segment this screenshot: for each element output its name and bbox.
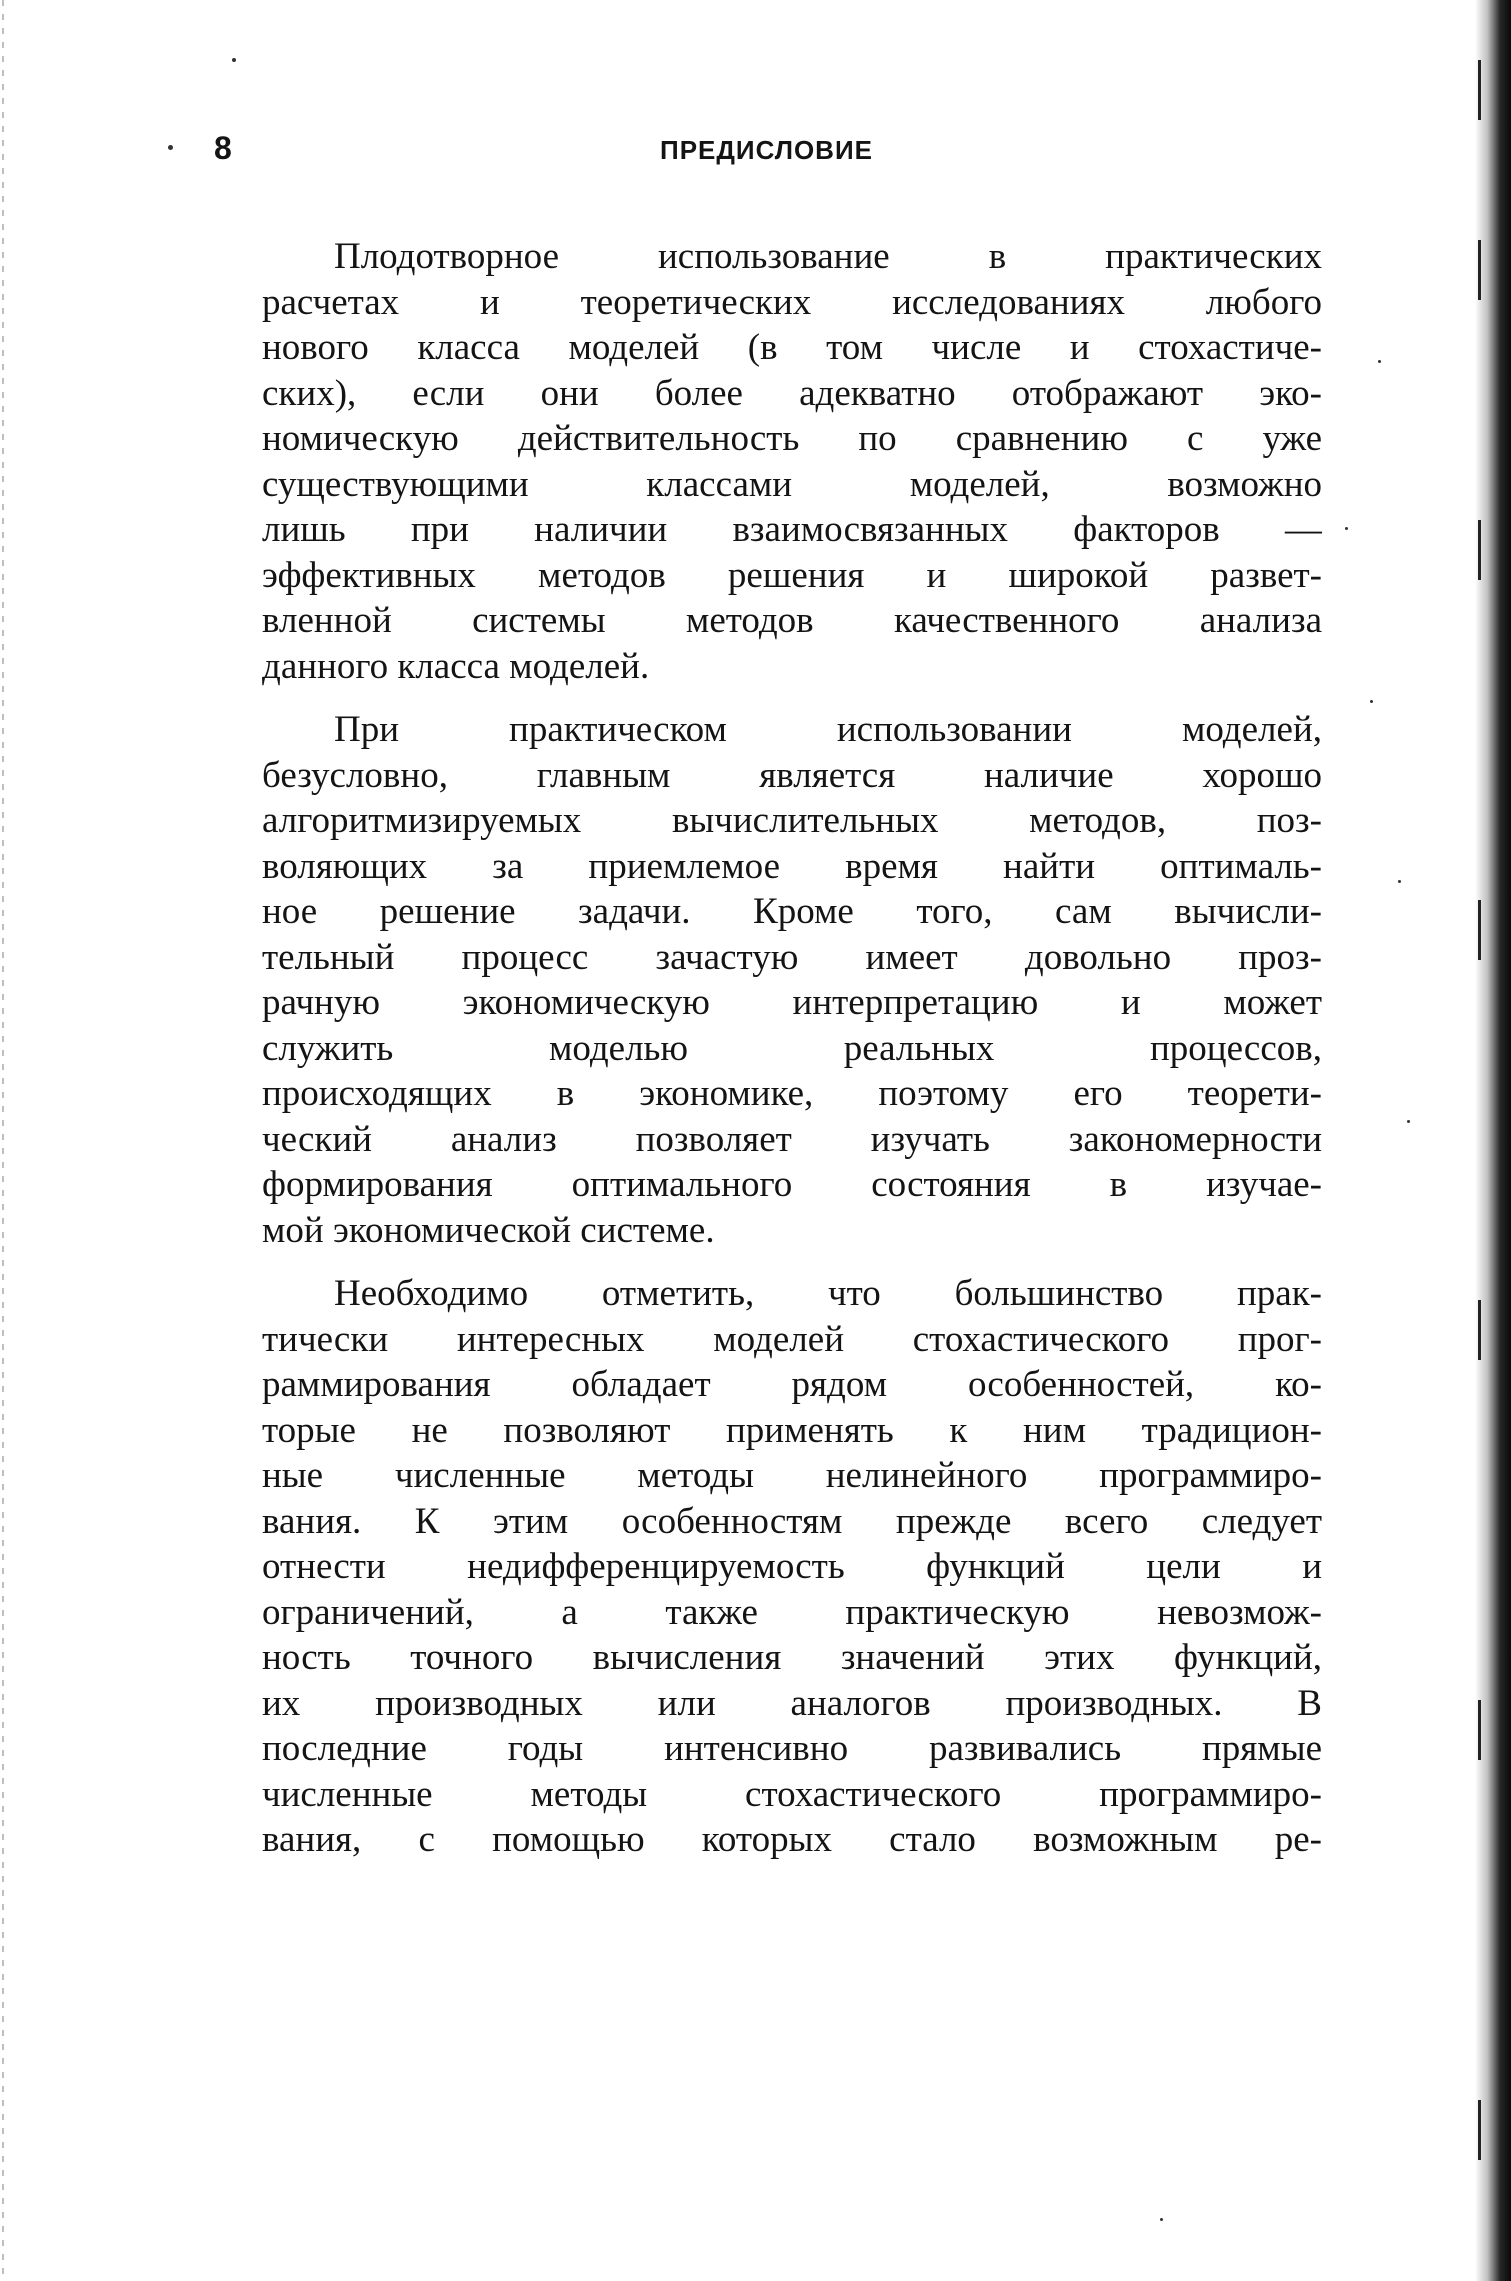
text-line: торые не позволяют применять к ним традицион- (262, 1409, 1322, 1451)
text-line: происходящих в экономике, поэтому его теорети- (262, 1073, 1322, 1114)
text-line: данного класса моделей. (262, 645, 650, 687)
running-head (0, 128, 1511, 168)
chapter-title: ПРЕДИСЛОВИЕ (660, 135, 873, 165)
scan-edge-mark (1478, 900, 1481, 960)
text-line: ограничений, а также практическую невозмож- (262, 1591, 1322, 1633)
text-line: рачную экономическую интерпретацию и может (262, 982, 1322, 1023)
scan-speck (1370, 700, 1373, 703)
scan-speck (1398, 880, 1401, 883)
text-line: ность точного вычисления значений этих функций, (262, 1637, 1322, 1678)
text-line: последние годы интенсивно развивались прямые (262, 1728, 1322, 1769)
text-line: тельный процесс зачастую имеет довольно проз- (262, 936, 1322, 978)
scan-edge-mark (1478, 240, 1481, 300)
text-line: нового класса моделей (в том числе и стохастиче- (262, 327, 1322, 368)
text-line: безусловно, главным является наличие хорошо (262, 754, 1322, 796)
text-line: алгоритмизируемых вычислительных методов, поз- (262, 800, 1322, 841)
text-line: воляющих за приемлемое время найти оптималь- (262, 845, 1322, 887)
text-line: раммирования обладает рядом особенностей, ко- (262, 1364, 1322, 1405)
scan-left-edge (2, 0, 4, 2281)
paragraph-1 (262, 234, 1322, 689)
text-line: тически интересных моделей стохастического прог- (262, 1318, 1322, 1360)
text-line: их производных или аналогов производных. В (262, 1682, 1322, 1724)
text-line: ческий анализ позволяет изучать закономерности (262, 1118, 1322, 1160)
scan-speck (1160, 2218, 1163, 2221)
scan-edge-mark (1478, 1700, 1481, 1760)
text-line: вания, с помощью которых стало возможным ре- (262, 1819, 1322, 1860)
scan-edge-mark (1478, 520, 1481, 580)
paragraph-3 (262, 1271, 1322, 1863)
text-line: вания. К этим особенностям прежде всего следует (262, 1500, 1322, 1542)
page-number: 8 (214, 130, 232, 166)
text-line: Необходимо отметить, что большинство прак- (334, 1273, 1322, 1314)
text-line: ные численные методы нелинейного программиро- (262, 1455, 1322, 1496)
scan-speck (1378, 360, 1381, 363)
scan-edge-mark (1478, 1300, 1481, 1360)
text-line: ное решение задачи. Кроме того, сам вычисли- (262, 891, 1322, 932)
scan-edge-mark (1478, 60, 1481, 120)
text-line: При практическом использовании моделей, (334, 709, 1322, 750)
scan-edge-mark (1478, 2100, 1481, 2160)
text-line: численные методы стохастического программиро- (262, 1773, 1322, 1815)
text-line: ских), если они более адекватно отображают эко- (262, 372, 1322, 414)
text-line: отнести недифференцируемость функций цели и (262, 1546, 1322, 1587)
scan-speck (232, 58, 236, 62)
paragraph-2 (262, 707, 1322, 1253)
text-line: расчетах и теоретических исследованиях любого (262, 281, 1322, 323)
text-line: мой экономической системе. (262, 1209, 715, 1251)
text-line: лишь при наличии взаимосвязанных факторов — (262, 509, 1322, 550)
body-text (262, 234, 1322, 1863)
text-line: существующими классами моделей, возможно (262, 463, 1322, 505)
scan-speck (1407, 1120, 1410, 1123)
scan-speck (1345, 527, 1348, 530)
text-line: эффективных методов решения и широкой развет- (262, 554, 1322, 596)
scan-right-edge-shadow (1475, 0, 1511, 2281)
text-line: номическую действительность по сравнению с уже (262, 418, 1322, 459)
text-line: служить моделью реальных процессов, (262, 1027, 1322, 1069)
text-line: Плодотворное использование в практических (334, 236, 1322, 277)
text-line: вленной системы методов качественного анализа (262, 600, 1322, 641)
text-line: формирования оптимального состояния в изучае- (262, 1164, 1322, 1205)
